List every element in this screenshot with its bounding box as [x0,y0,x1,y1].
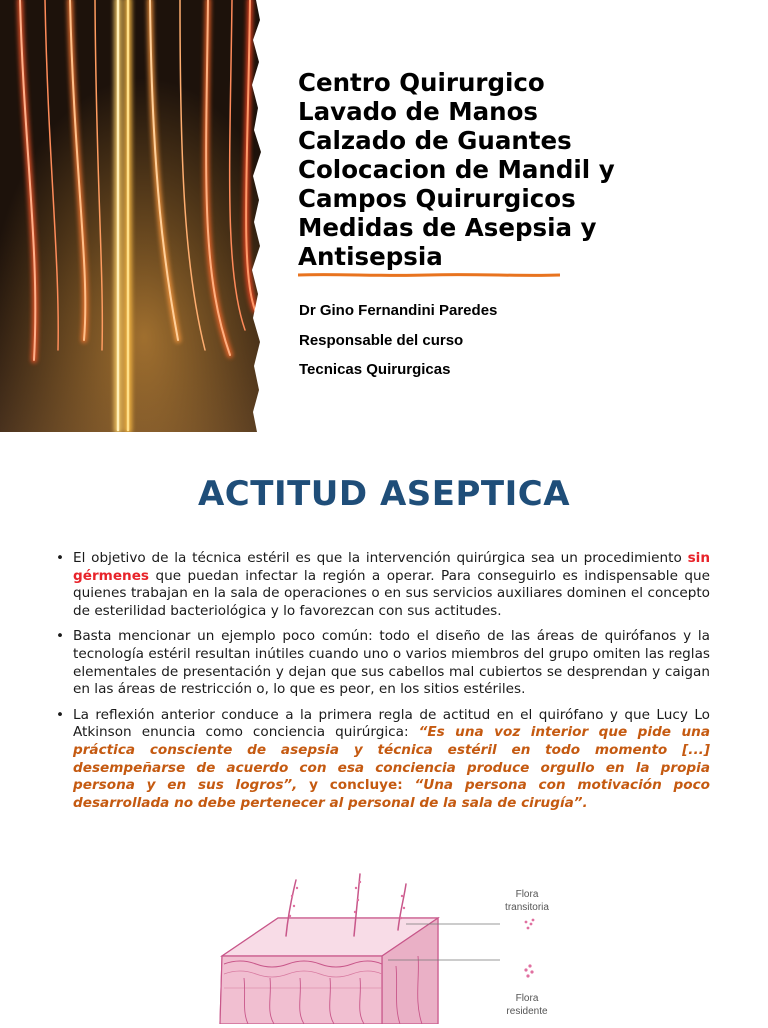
course-name: Tecnicas Quirurgicas [299,361,451,378]
bullet-item [56,550,710,620]
quote-text: “Es una voz interior que pide una práctica consciente de asepsia y técnica estéril en todo momento [...] desempeñarse de acuerdo con esa conciencia produce orgullo en la propia persona y en sus logros”, [73,724,710,794]
label-line: transitoria [505,902,549,913]
author-role: Responsable del curso [299,331,464,349]
title-line: Calzado de Guantes [298,126,572,155]
label-line: Flora [515,889,539,900]
label-line: Flora [515,993,539,1004]
bullet-item [56,707,710,813]
slide-heading: ACTITUD ASEPTICA [197,474,571,514]
title-line: Colocacion de Mandil y [298,155,615,184]
title-line: Campos Quirurgicos [298,184,576,213]
content-slide [0,442,768,1024]
bullet-text: y concluye: [309,777,415,794]
bullet-text: El objetivo de la técnica estéril es que la intervención quirúrgica sea un procedimiento [73,550,688,566]
light-streaks-image [0,0,262,432]
title-line: Lavado de Manos [298,97,538,126]
bullet-glyph: • [56,550,65,566]
bullet-text: que puedan infectar la región a operar. Para conseguirlo es indispensable que quienes trabajan en la sala de operaciones o en sus servicios auxiliares dominen el concepto de esterilidad bacteriológica y lo favorezcan con sus actitudes. [73,567,710,619]
bullet-text: La reflexión anterior conduce a la primera regla de actitud en el quirófano y que Lucy Lo Atkinson enuncia como conciencia quirúrgica: [73,706,710,741]
author-info [299,296,497,385]
author-name: Dr Gino Fernandini Paredes [299,302,498,319]
presentation-title [298,68,748,271]
bullet-list [56,550,710,820]
title-line: Centro Quirurgico [298,68,545,97]
title-line: Antisepsia [298,242,443,271]
label-flora-transitoria [492,888,562,914]
bullet-glyph: • [56,706,65,723]
label-flora-residente [492,992,562,1018]
bullet-glyph: • [56,628,65,645]
skin-flora-figure [200,866,570,1024]
title-line: Medidas de Asepsia y [298,213,597,242]
label-line: residente [506,1006,548,1017]
highlight-text: sin gérmenes [73,550,710,584]
bullet-text: Basta mencionar un ejemplo poco común: todo el diseño de las áreas de quirófanos y la tecnología estéril resultan inútiles cuando uno o varios miembros del grupo omiten las reglas elementales de presentación y dejan que sus cabellos mal cubiertos se desprendan y caigan en las áreas de restricción o, lo que es peor, en los sitios estériles. [73,628,710,698]
title-slide [0,0,768,432]
torn-paper-edge [248,0,270,432]
orange-divider [298,273,560,277]
quote-text: “Una persona con motivación poco desarrollada no debe pertenecer al personal de la sala de cirugía”. [73,777,711,811]
bullet-item [56,628,710,698]
